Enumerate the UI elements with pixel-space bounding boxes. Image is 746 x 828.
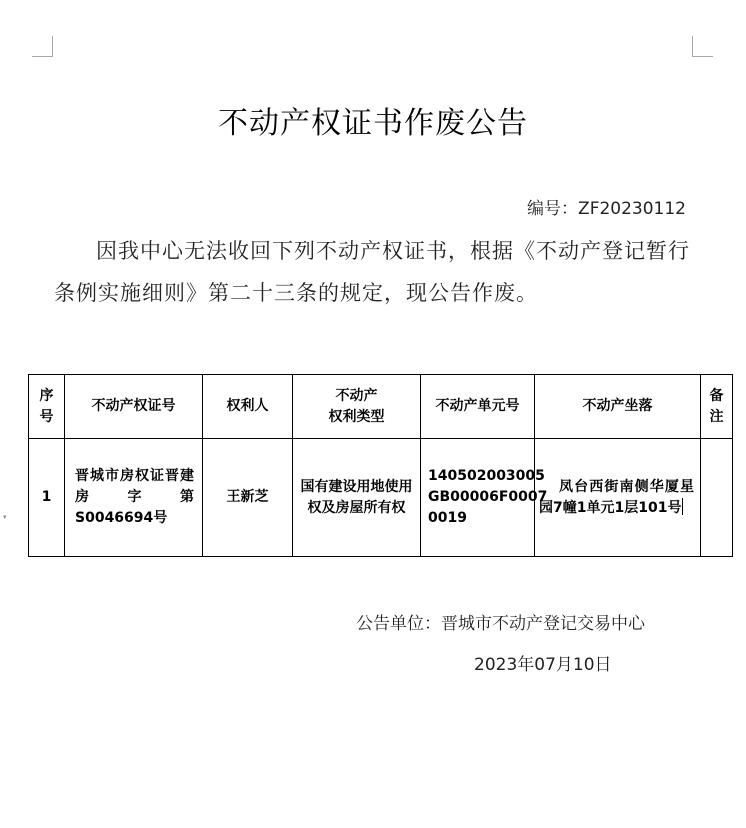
header-owner: 权利人 <box>203 375 293 439</box>
page-corner-mark-top-right <box>692 36 713 57</box>
header-remarks: 备注 <box>701 375 733 439</box>
header-unit-no: 不动产单元号 <box>421 375 535 439</box>
cell-unit-no-line2: GB00006F0007 <box>428 489 548 505</box>
table-row <box>29 439 733 557</box>
cell-owner: 王新芝 <box>203 439 293 557</box>
header-right-type <box>293 375 421 439</box>
page-corner-mark-top-left <box>32 36 53 57</box>
issuer-line: 公告单位：晋城市不动产登记交易中心 <box>356 614 645 634</box>
cell-remarks <box>701 439 733 557</box>
header-cert-no: 不动产权证号 <box>65 375 203 439</box>
header-right-type-line2: 权利类型 <box>328 408 385 425</box>
cell-location-text: 凤台西街南侧华厦星园7幢1单元1层101号 <box>539 478 694 516</box>
cell-unit-no <box>421 439 548 557</box>
certificate-table <box>28 374 733 557</box>
document-number: 编号：ZF20230112 <box>527 199 686 219</box>
notice-paragraph: 因我中心无法收回下列不动产权证书，根据《不动产登记暂行条例实施细则》第二十三条的规定，现公告作废。 <box>54 239 690 305</box>
header-right-type-line1: 不动产 <box>335 387 378 404</box>
cell-cert-no-line2: S0046694号 <box>75 510 168 526</box>
table-header-row <box>29 375 733 439</box>
page-title: 不动产权证书作废公告 <box>218 106 528 141</box>
cell-seq: 1 <box>29 439 65 557</box>
header-location: 不动产坐落 <box>535 375 701 439</box>
paragraph-marker-icon: ▾ <box>3 513 7 521</box>
cell-unit-no-line3: 0019 <box>428 510 467 526</box>
text-cursor-icon <box>682 498 683 515</box>
cell-right-type: 国有建设用地使用权及房屋所有权 <box>293 439 421 557</box>
issue-date: 2023年07月10日 <box>474 655 612 675</box>
cell-unit-no-line1: 140502003005 <box>428 468 545 484</box>
cell-location <box>535 439 701 557</box>
cell-cert-no-line1: 晋城市房权证晋建房字第 <box>75 468 194 505</box>
cell-cert-no <box>65 439 203 557</box>
header-seq: 序号 <box>29 375 65 439</box>
